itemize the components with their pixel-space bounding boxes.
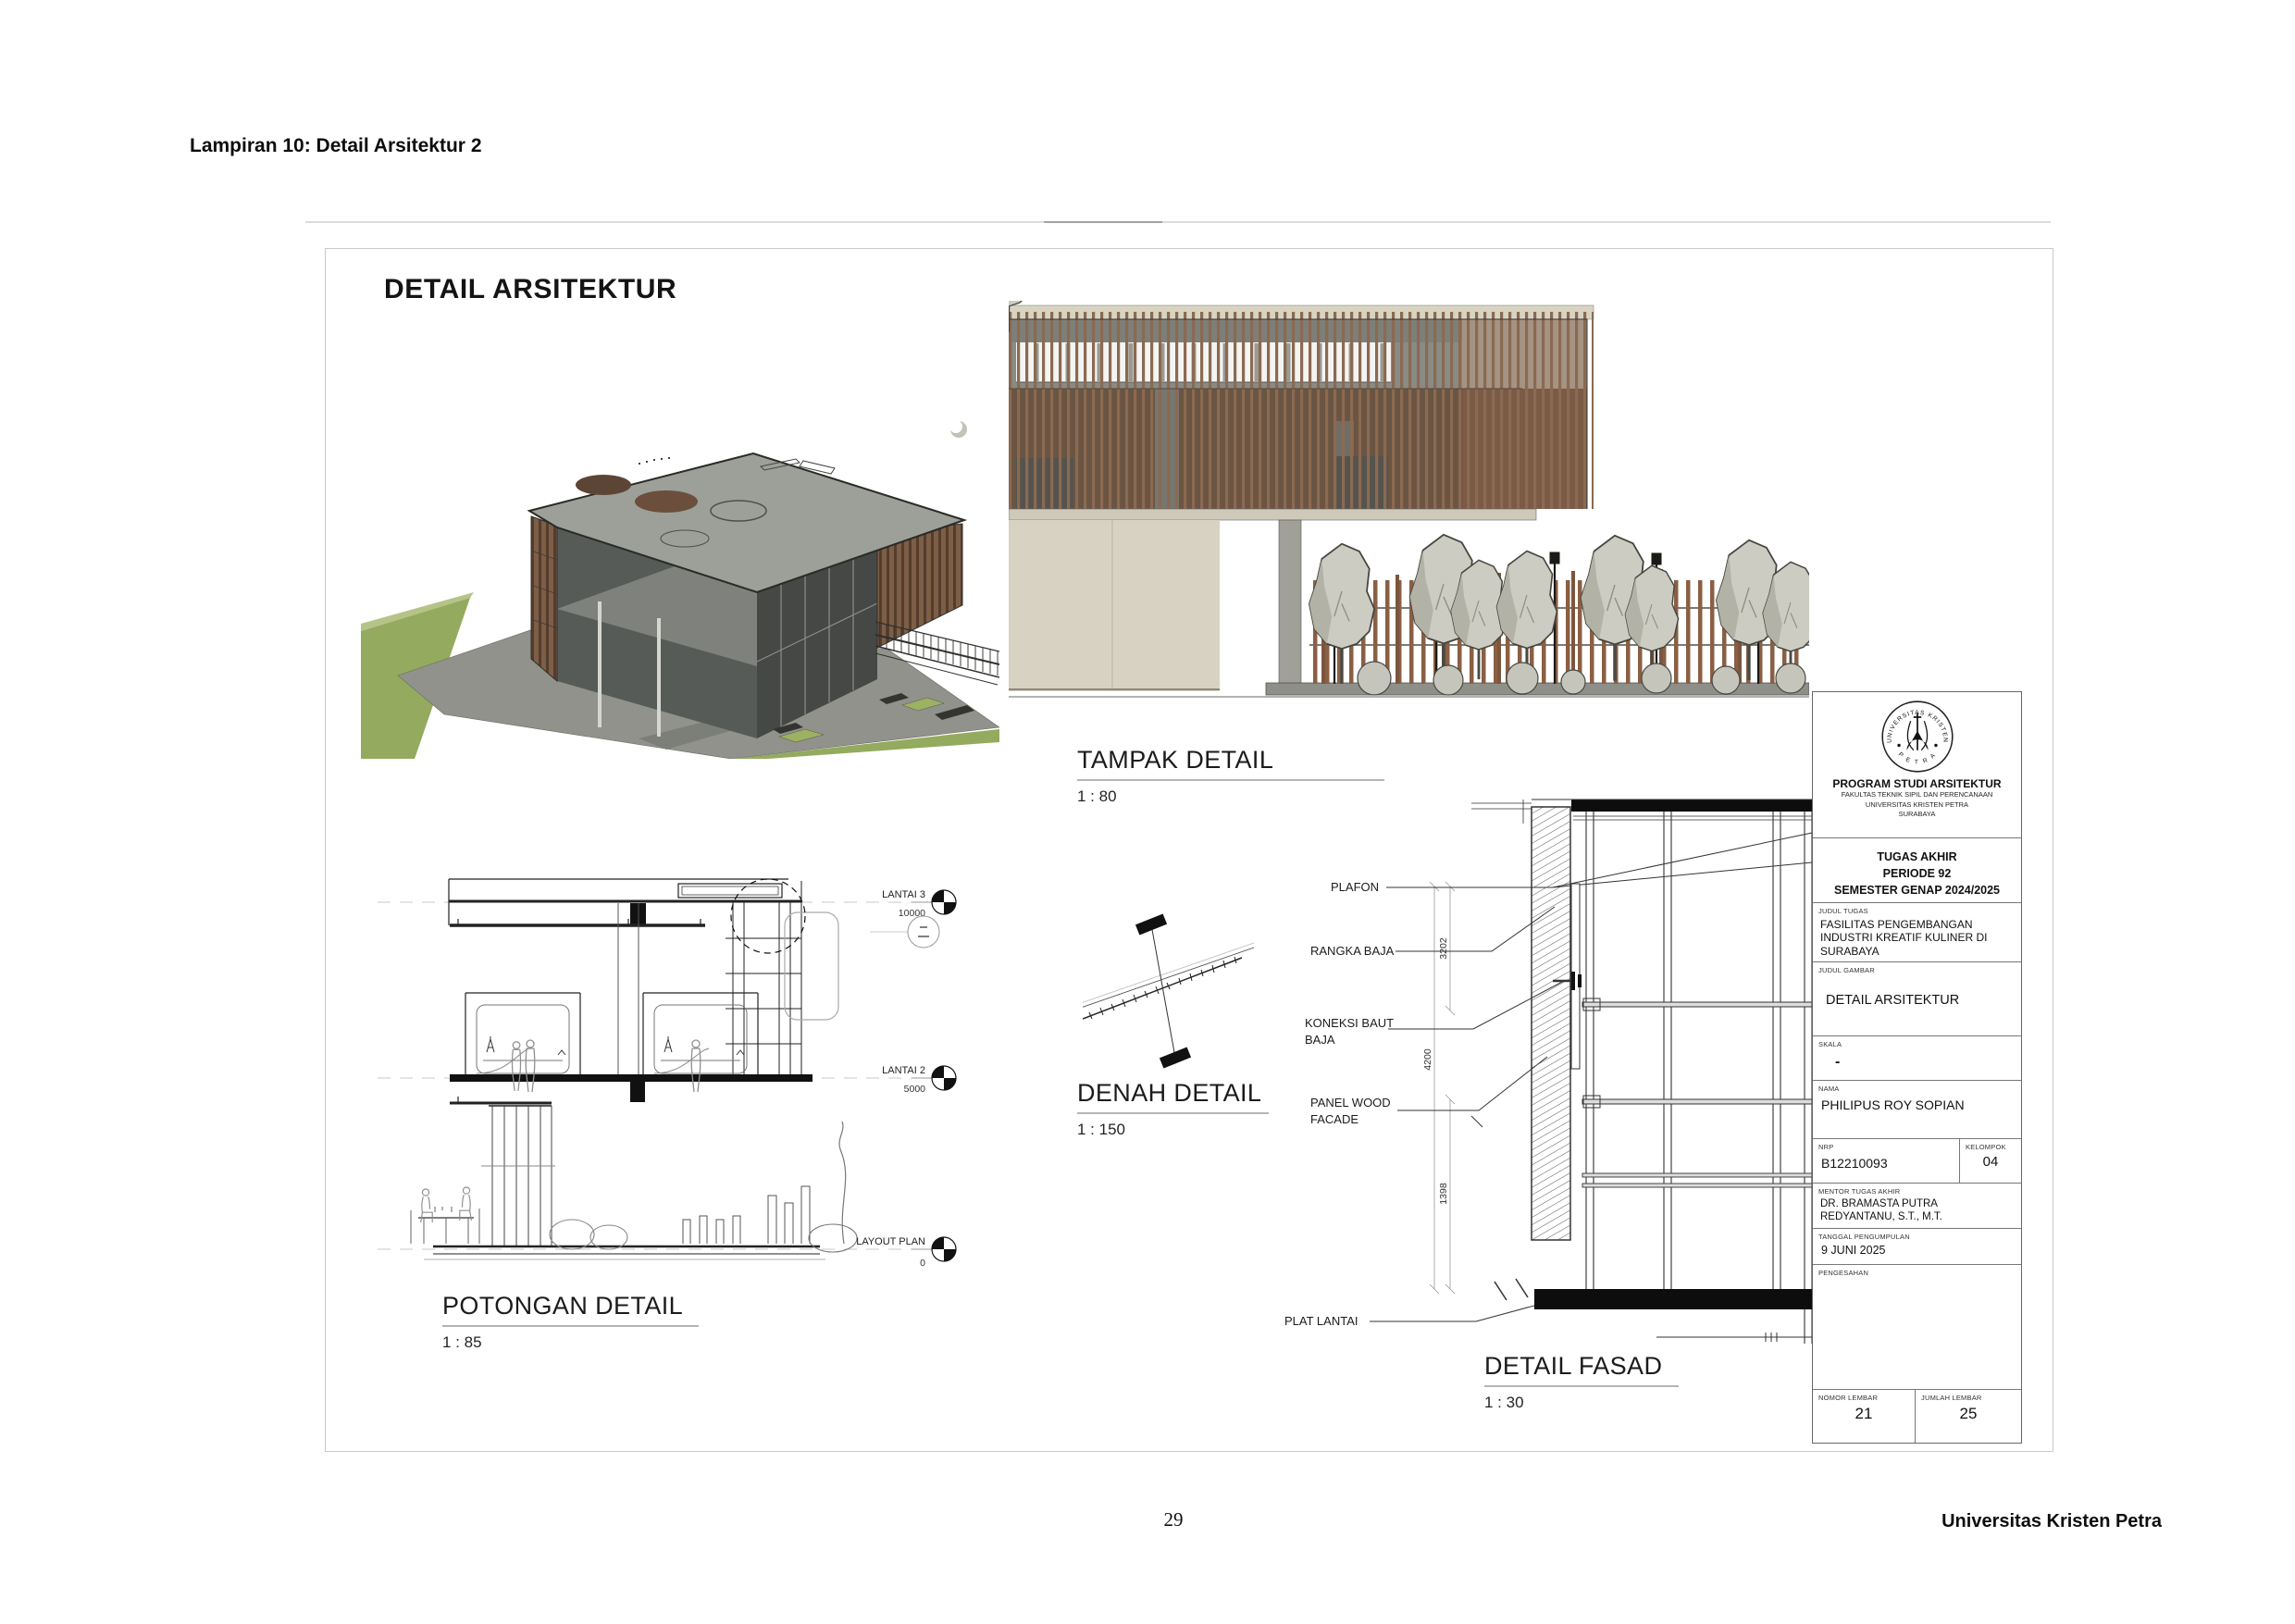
level-marker-lantai3: [870, 889, 956, 948]
skala-value: -: [1835, 1054, 1841, 1070]
titleblock-mentor: [1813, 1184, 2021, 1229]
facade-elevation-view: [1009, 301, 1809, 708]
field-label: NRP: [1818, 1143, 1834, 1151]
titleblock-nama: [1813, 1081, 2021, 1139]
view-title: POTONGAN DETAIL: [442, 1292, 684, 1320]
titleblock-skala: [1813, 1036, 2021, 1081]
svg-text:LANTAI 3: LANTAI 3: [882, 889, 925, 900]
program-studi: PROGRAM STUDI ARSITEKTUR: [1832, 777, 2002, 790]
nomor-lembar-value: 21: [1855, 1405, 1873, 1422]
judul-tugas-value: FASILITAS PENGEMBANGAN INDUSTRI KREATIF KULINER DI SURABAYA: [1820, 918, 1988, 958]
titleblock-tanggal: [1813, 1229, 2021, 1265]
north-arrow-icon: [949, 420, 967, 438]
section-view: [370, 861, 981, 1291]
field-label: JUDUL TUGAS: [1818, 907, 1868, 915]
field-label: MENTOR TUGAS AKHIR: [1818, 1187, 1901, 1196]
fasad-annotations: [1284, 880, 1395, 1328]
footer-institution: Universitas Kristen Petra: [1941, 1511, 2162, 1531]
view-label-tampak: [1077, 746, 1384, 806]
field-label: JUDUL GAMBAR: [1818, 966, 1875, 974]
svg-text:0: 0: [920, 1258, 925, 1269]
label-underline: [1077, 779, 1384, 781]
view-scale: 1 : 150: [1077, 1121, 1125, 1138]
titleblock-tugas: [1813, 838, 2021, 903]
svg-text:LAYOUT PLAN: LAYOUT PLAN: [856, 1236, 925, 1247]
svg-text:PANEL WOOD: PANEL WOOD: [1310, 1096, 1391, 1110]
titleblock-judul-gambar: [1813, 962, 2021, 1036]
svg-text:10000: 10000: [898, 908, 925, 919]
titleblock-lembar: [1813, 1390, 2021, 1443]
nrp-value: B12210093: [1821, 1156, 1888, 1171]
svg-text:3202: 3202: [1438, 937, 1449, 960]
page-number: 29: [1163, 1508, 1184, 1531]
field-label: KELOMPOK: [1966, 1143, 2006, 1151]
svg-text:BAJA: BAJA: [1305, 1033, 1335, 1047]
logo-arc-text-top: UNIVERSITAS KRISTEN: [1886, 709, 1948, 743]
titleblock-pengesahan: [1813, 1265, 2021, 1390]
nama-value: PHILIPUS ROY SOPIAN: [1821, 1097, 1965, 1112]
view-scale: 1 : 80: [1077, 787, 1117, 805]
svg-text:PLAFON: PLAFON: [1331, 880, 1380, 894]
field-label: TANGGAL PENGUMPULAN: [1818, 1233, 1910, 1241]
view-title: DENAH DETAIL: [1077, 1079, 1262, 1107]
svg-text:LANTAI 2: LANTAI 2: [882, 1065, 925, 1076]
header-rule: [305, 221, 2051, 223]
label-underline: [1484, 1385, 1679, 1387]
field-label: NAMA: [1818, 1085, 1840, 1093]
svg-text:5000: 5000: [903, 1084, 925, 1095]
svg-text:4200: 4200: [1422, 1048, 1433, 1071]
svg-text:FACADE: FACADE: [1310, 1112, 1359, 1126]
universitas: UNIVERSITAS KRISTEN PETRA: [1865, 800, 1969, 809]
fasad-leaders: [1370, 833, 1812, 1321]
facade-detail-view: [1277, 796, 1818, 1370]
sheet-title: DETAIL ARSITEKTUR: [384, 274, 677, 304]
view-label-potongan: [442, 1292, 699, 1352]
svg-text:RANGKA BAJA: RANGKA BAJA: [1310, 944, 1395, 958]
plan-cut-bar: [1160, 1047, 1191, 1068]
svg-text:1398: 1398: [1438, 1183, 1449, 1205]
axonometric-view: [361, 370, 999, 759]
fasad-structure: [1471, 800, 1812, 1344]
logo-arc-text-bottom: P E T R A: [1896, 750, 1938, 766]
view-label-denah: [1077, 1079, 1269, 1139]
hatched-wall-panel: [1532, 807, 1570, 1240]
header-rule-dark-segment: [1044, 221, 1162, 223]
svg-text:PLAT LANTAI: PLAT LANTAI: [1284, 1314, 1358, 1328]
title-block: [1812, 691, 2022, 1444]
plan-detail-view: [1083, 911, 1291, 1073]
view-label-fasad: [1484, 1352, 1679, 1412]
fakultas: FAKULTAS TEKNIK SIPIL DAN PERENCANAAN: [1841, 790, 1993, 799]
titleblock-identity: [1813, 692, 2021, 838]
kelompok-value: 04: [1982, 1154, 1999, 1170]
page-header: Lampiran 10: Detail Arsitektur 2: [190, 135, 482, 156]
titleblock-nrp-kelompok: [1813, 1139, 2021, 1184]
semester: SEMESTER GENAP 2024/2025: [1833, 884, 2001, 898]
jumlah-lembar-value: 25: [1959, 1405, 1978, 1422]
plan-cut-bar: [1135, 913, 1167, 935]
level-marker-layoutplan: [856, 1236, 956, 1269]
view-title: DETAIL FASAD: [1484, 1352, 1663, 1380]
label-underline: [442, 1325, 699, 1327]
field-label: NOMOR LEMBAR: [1818, 1394, 1879, 1402]
kota: SURABAYA: [1898, 810, 1936, 818]
view-title: TAMPAK DETAIL: [1077, 746, 1274, 774]
field-label: PENGESAHAN: [1818, 1269, 1869, 1277]
level-marker-lantai2: [882, 1065, 956, 1095]
tanggal-value: 9 JUNI 2025: [1821, 1244, 1886, 1257]
floor-slab: [1534, 1289, 1812, 1309]
tugas-akhir: TUGAS AKHIR: [1877, 850, 1957, 863]
view-scale: 1 : 85: [442, 1333, 482, 1351]
university-logo: [1879, 698, 1956, 775]
judul-gambar-value: DETAIL ARSITEKTUR: [1826, 993, 1960, 1008]
svg-text:KONEKSI BAUT: KONEKSI BAUT: [1305, 1016, 1395, 1030]
periode: PERIODE 92: [1882, 867, 1952, 881]
titleblock-judul-tugas: [1813, 903, 2021, 962]
field-label: SKALA: [1818, 1040, 1842, 1048]
view-scale: 1 : 30: [1484, 1394, 1524, 1411]
field-label: JUMLAH LEMBAR: [1921, 1394, 1982, 1402]
mentor-value: DR. BRAMASTA PUTRA REDYANTANU, S.T., M.T.: [1820, 1198, 1942, 1222]
label-underline: [1077, 1112, 1269, 1114]
